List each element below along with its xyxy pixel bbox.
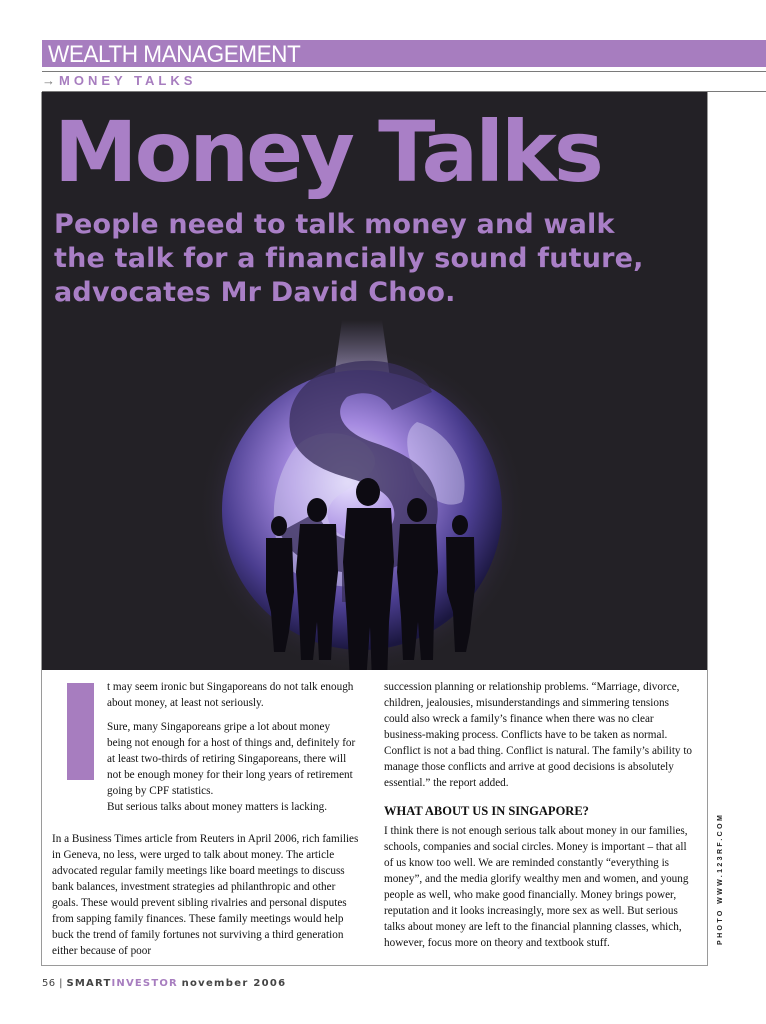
paragraph: Sure, many Singaporeans gripe a lot about money being not enough for a host of things and, definitely for at least two-thirds of retiring Singaporeans, there will not be enough money for their long years of retirement going by CPF statistics. bbox=[107, 721, 356, 797]
page-number: 56 bbox=[42, 978, 56, 989]
frame-rule-left bbox=[41, 92, 42, 966]
paragraph: succession planning or relationship problems. “Marriage, divorce, children, jealousies, misunderstandings and simmering tensions could also wreck a family’s finance when there was no clear business-making process. Conflicts have to be taken as normal. Conflict is not a bad thing. Conflict is natural. The family’s ability to manage those conflicts and arrive at good decisions is absolutely essential.” the report added. bbox=[384, 681, 693, 789]
article-column-left bbox=[52, 831, 364, 967]
page-footer bbox=[42, 978, 286, 989]
hero-image bbox=[42, 92, 707, 670]
subsection-label bbox=[42, 73, 196, 91]
publication-name-accent: INVESTOR bbox=[111, 978, 178, 989]
subsection-title: MONEY TALKS bbox=[59, 73, 197, 88]
paragraph: I think there is not enough serious talk about money in our families, schools, companies and social circles. Money is important – that all of us know too well. We are reminded constantly “everything is money”, and the media glorify wealthy men and women, and young people as well, who make good financially. Money brings power, reputation and it looks increasingly, more sex as well. But serious talks about money are left to the financial planning classes, which, however, focus more on theory and textbook stuff. bbox=[384, 825, 689, 949]
footer-separator: | bbox=[59, 978, 63, 989]
publication-name-part: SMART bbox=[66, 978, 112, 989]
divider bbox=[42, 71, 766, 72]
subheading: WHAT ABOUT US IN SINGAPORE? bbox=[384, 804, 589, 818]
right-arrow-icon: → bbox=[42, 73, 55, 88]
frame-rule-right bbox=[707, 92, 708, 966]
issue-date: november 2006 bbox=[181, 978, 287, 989]
paragraph: But serious talks about money matters is lacking. bbox=[107, 801, 327, 813]
paragraph: In a Business Times article from Reuters in April 2006, rich families in Geneva, no less, were urged to talk about money. The article advocated regular family meetings like board meetings to discuss bank balances, investment strategies ad philanthropic and other goals. These would prevent sibling rivalries and personal disputes from sapping family finances. These family meetings would help buck the trend of family fortunes not surviving a third generation either because of poor bbox=[52, 833, 359, 957]
article-column-intro bbox=[107, 679, 357, 823]
photo-credit: PHOTO WWW.123RF.COM bbox=[717, 812, 724, 945]
standfirst: People need to talk money and walk the talk for a financially sound future, advocates Mr David Choo. bbox=[54, 209, 644, 308]
headline: Money Talks bbox=[54, 103, 601, 201]
paragraph: t may seem ironic but Singaporeans do not talk enough about money, at least not seriously. bbox=[107, 681, 354, 709]
drop-cap bbox=[67, 683, 94, 780]
section-title: WEALTH MANAGEMENT bbox=[48, 41, 301, 68]
section-header-bar bbox=[42, 40, 766, 67]
article-column-right bbox=[384, 679, 696, 959]
